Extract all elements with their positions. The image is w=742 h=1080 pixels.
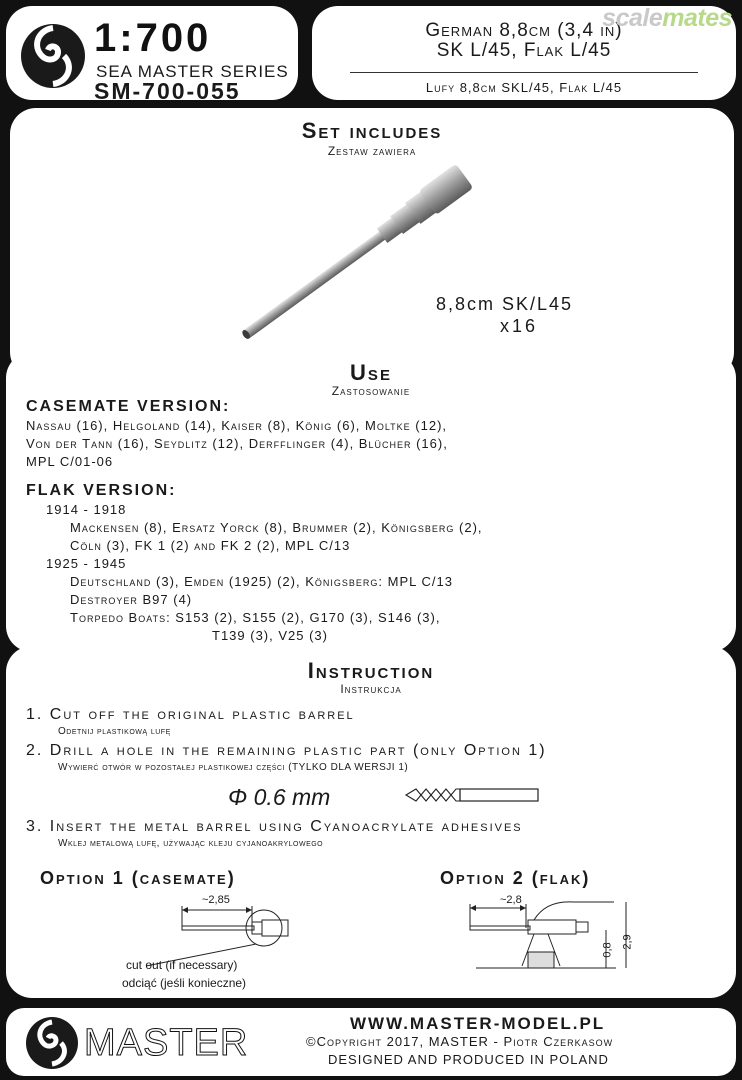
- website-url[interactable]: WWW.MASTER-MODEL.PL: [350, 1014, 606, 1033]
- scalemates-watermark: [602, 4, 732, 33]
- step-2-polish: Wywierć otwór w pozostałej plastikowej części (TYLKO DLA WERSJI 1): [58, 762, 409, 773]
- option-2-diagram: [456, 894, 646, 978]
- title-divider: [350, 72, 698, 73]
- period1-line: Cöln (3), FK 1 (2) and FK 2 (2), MPL C/13: [70, 538, 351, 553]
- period2-line: Destroyer B97 (4): [70, 592, 193, 607]
- option-1-diagram: [106, 896, 326, 986]
- cut-note-polish: odciąć (jeśli konieczne): [122, 976, 247, 990]
- option-2-height-small: 0,8: [601, 942, 614, 958]
- product-title-polish: Lufy 8,8cm SKL/45, Flak L/45: [425, 80, 623, 95]
- cut-note-english: cut out (if necessary): [126, 958, 238, 972]
- brand-name: MASTER: [84, 1022, 249, 1064]
- option-1-heading: Option 1 (casemate): [40, 868, 236, 888]
- part-label: 8,8cm SK/L45: [436, 294, 574, 314]
- master-swirl-logo-icon: [24, 1014, 80, 1072]
- step-1: 1. Cut off the original plastic barrel: [26, 706, 355, 723]
- period-1925: 1925 - 1945: [46, 556, 127, 571]
- period2-line: T139 (3), V25 (3): [212, 628, 328, 643]
- period2-line: Torpedo Boats: S153 (2), S155 (2), G170 (3), S146 (3),: [70, 610, 441, 625]
- product-title-line1: German 8,8cm (3,4 in): [425, 20, 623, 41]
- header-logo-panel: [6, 6, 298, 104]
- metal-barrel-icon: [210, 163, 510, 343]
- casemate-heading: CASEMATE VERSION:: [26, 398, 231, 415]
- watermark-part2: mates: [662, 4, 732, 32]
- copyright-text: ©Copyright 2017, MASTER - Piotr Czerkasow: [306, 1034, 614, 1049]
- step-3-polish: Wklej metalową lufę, używając kleju cyjanoakrylowego: [58, 838, 324, 849]
- instruction-subtitle: Instrukcja: [340, 682, 402, 696]
- use-section: [6, 352, 736, 652]
- set-includes-title: Set includes: [301, 118, 443, 143]
- option-2-heading: Option 2 (flak): [440, 868, 591, 888]
- drill-bit-icon: [402, 786, 542, 804]
- flak-heading: FLAK VERSION:: [26, 482, 177, 499]
- period-1914: 1914 - 1918: [46, 502, 127, 517]
- period1-line: Mackensen (8), Ersatz Yorck (8), Brummer (2), Königsberg (2),: [70, 520, 483, 535]
- step-2: 2. Drill a hole in the remaining plastic part (only Option 1): [26, 742, 547, 759]
- footer-panel: [6, 1008, 736, 1076]
- option-1-dimension: ~2,85: [202, 894, 230, 906]
- series-label: SEA MASTER SERIES: [96, 62, 289, 81]
- period2-line: Deutschland (3), Emden (1925) (2), Königsberg: MPL C/13: [70, 574, 453, 589]
- use-subtitle: Zastosowanie: [331, 384, 411, 398]
- scale-label: 1:700: [94, 16, 212, 60]
- instruction-section: [6, 646, 736, 998]
- master-swirl-logo-icon: [18, 16, 88, 94]
- part-quantity: x16: [500, 316, 539, 336]
- casemate-line: Nassau (16), Helgoland (14), Kaiser (8), König (6), Moltke (12),: [26, 418, 448, 433]
- product-code: SM-700-055: [94, 78, 241, 104]
- step-3: 3. Insert the metal barrel using Cyanoacrylate adhesives: [26, 818, 523, 835]
- step-1-polish: Odetnij plastikową lufę: [58, 726, 171, 737]
- product-title-line2: SK L/45, Flak L/45: [436, 40, 612, 61]
- watermark-part1: scale: [602, 4, 663, 32]
- casemate-line: Von der Tann (16), Seydlitz (12), Derfflinger (4), Blücher (16),: [26, 436, 448, 451]
- instruction-title: Instruction: [307, 658, 435, 683]
- made-in-text: DESIGNED AND PRODUCED IN POLAND: [328, 1052, 609, 1067]
- use-title: Use: [350, 360, 392, 385]
- option-2-height-large: 2,9: [621, 934, 634, 950]
- casemate-line: MPL C/01-06: [26, 454, 114, 469]
- set-includes-subtitle: Zestaw zawiera: [327, 144, 417, 158]
- drill-diameter: Φ 0.6 mm: [228, 784, 331, 810]
- option-2-dimension: ~2,8: [500, 894, 522, 906]
- set-includes-section: [10, 108, 734, 378]
